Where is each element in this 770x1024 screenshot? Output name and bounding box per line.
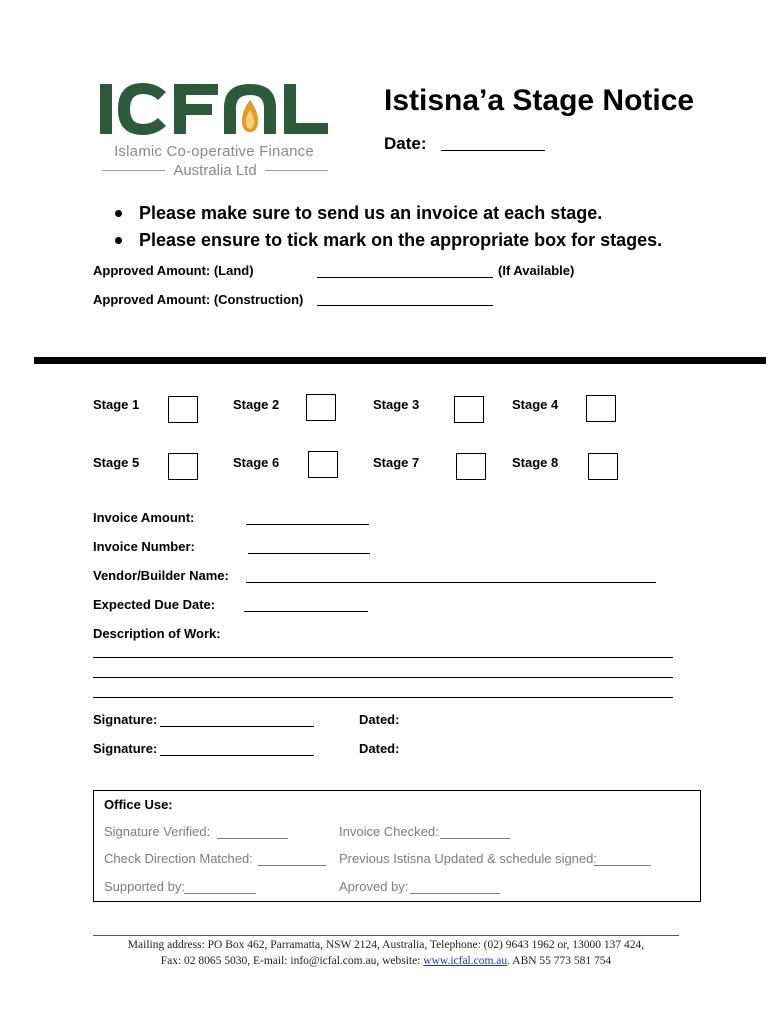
check-direction-field[interactable] xyxy=(258,865,326,866)
icfal-logo-mark xyxy=(98,78,334,142)
approved-by-label: Aproved by: xyxy=(339,879,409,894)
stage-label: Stage 2 xyxy=(233,397,280,412)
stage-label: Stage 4 xyxy=(512,397,559,412)
description-line[interactable] xyxy=(93,677,673,678)
stage-label: Stage 5 xyxy=(93,455,140,470)
office-use-title: Office Use: xyxy=(104,797,173,812)
bullet-icon xyxy=(115,210,122,217)
bullet-icon xyxy=(115,237,122,244)
approved-construction-field[interactable] xyxy=(317,305,493,306)
invoice-checked-label: Invoice Checked: xyxy=(339,824,439,839)
footer-line2 xyxy=(93,953,679,969)
stage-label: Stage 1 xyxy=(93,397,140,412)
stage-8-checkbox[interactable] xyxy=(588,453,618,480)
supported-by-field[interactable] xyxy=(184,893,256,894)
invoice-checked-field[interactable] xyxy=(440,838,510,839)
stage-6-checkbox[interactable] xyxy=(308,451,338,478)
footer-divider xyxy=(93,935,679,936)
approved-land-label: Approved Amount: (Land) xyxy=(93,263,254,278)
date-label: Date: xyxy=(384,134,427,153)
approved-construction-label: Approved Amount: (Construction) xyxy=(93,292,304,307)
invoice-number-field[interactable] xyxy=(248,553,370,554)
stage-label: Stage 8 xyxy=(512,455,559,470)
supported-by-label: Supported by: xyxy=(104,879,185,894)
expected-due-date-label: Expected Due Date: xyxy=(93,597,216,612)
stage-3-checkbox[interactable] xyxy=(454,396,484,423)
logo-subtitle-line2-row xyxy=(102,160,328,180)
instruction-text: Please ensure to tick mark on the appropriate box for stages. xyxy=(139,230,663,250)
stage-5-checkbox[interactable] xyxy=(168,453,198,480)
stage-4-checkbox[interactable] xyxy=(586,395,616,422)
page-title: Istisna’a Stage Notice xyxy=(384,84,695,117)
invoice-number-label: Invoice Number: xyxy=(93,539,195,554)
dated-label: Dated: xyxy=(359,741,400,756)
description-label: Description of Work: xyxy=(93,626,221,641)
stage-2-checkbox[interactable] xyxy=(306,394,336,421)
signature-field[interactable] xyxy=(160,726,314,727)
signature-verified-field[interactable] xyxy=(217,838,288,839)
logo-rule-left xyxy=(102,170,165,171)
stage-1-checkbox[interactable] xyxy=(168,396,198,423)
signature-label: Signature: xyxy=(93,741,158,756)
date-field[interactable] xyxy=(441,150,545,151)
footer-line1: Mailing address: PO Box 462, Parramatta, NSW 2124, Australia, Telephone: (02) 9643 1962 or, 13000 137 424, xyxy=(127,939,645,951)
approved-land-field[interactable] xyxy=(317,277,493,278)
stage-label: Stage 3 xyxy=(373,397,420,412)
previous-istisna-field[interactable] xyxy=(594,865,651,866)
approved-land-suffix: (If Available) xyxy=(498,263,575,278)
logo-rule-right xyxy=(265,170,328,171)
office-use-box xyxy=(93,790,701,902)
description-line[interactable] xyxy=(93,697,673,698)
logo-subtitle-line2: Australia Ltd xyxy=(173,161,257,179)
instructions-list xyxy=(112,200,662,254)
signature-verified-label: Signature Verified: xyxy=(104,824,211,839)
section-divider xyxy=(34,357,766,364)
instruction-item xyxy=(112,200,662,227)
footer-abn: . ABN 55 773 581 754 xyxy=(507,955,612,967)
expected-due-date-field[interactable] xyxy=(244,611,368,612)
invoice-amount-field[interactable] xyxy=(246,524,369,525)
stage-label: Stage 6 xyxy=(233,455,280,470)
vendor-builder-field[interactable] xyxy=(246,582,656,583)
previous-istisna-label: Previous Istisna Updated & schedule signed: xyxy=(339,851,597,866)
logo-subtitle-line1: Islamic Co-operative Finance xyxy=(114,143,314,160)
signature-label: Signature: xyxy=(93,712,158,727)
footer xyxy=(93,937,679,969)
signature-field[interactable] xyxy=(160,755,314,756)
footer-contact: Fax: 02 8065 5030, E-mail: info@icfal.com.au, website: xyxy=(160,955,421,967)
stage-label: Stage 7 xyxy=(373,455,420,470)
instruction-item xyxy=(112,227,662,254)
approved-by-field[interactable] xyxy=(410,893,500,894)
dated-label: Dated: xyxy=(359,712,400,727)
instruction-text: Please make sure to send us an invoice at each stage. xyxy=(139,203,603,223)
description-line[interactable] xyxy=(93,657,673,658)
invoice-amount-label: Invoice Amount: xyxy=(93,510,195,525)
website-link[interactable]: www.icfal.com.au xyxy=(423,955,508,967)
vendor-builder-label: Vendor/Builder Name: xyxy=(93,568,229,583)
check-direction-label: Check Direction Matched: xyxy=(104,851,253,866)
stage-7-checkbox[interactable] xyxy=(456,453,486,480)
